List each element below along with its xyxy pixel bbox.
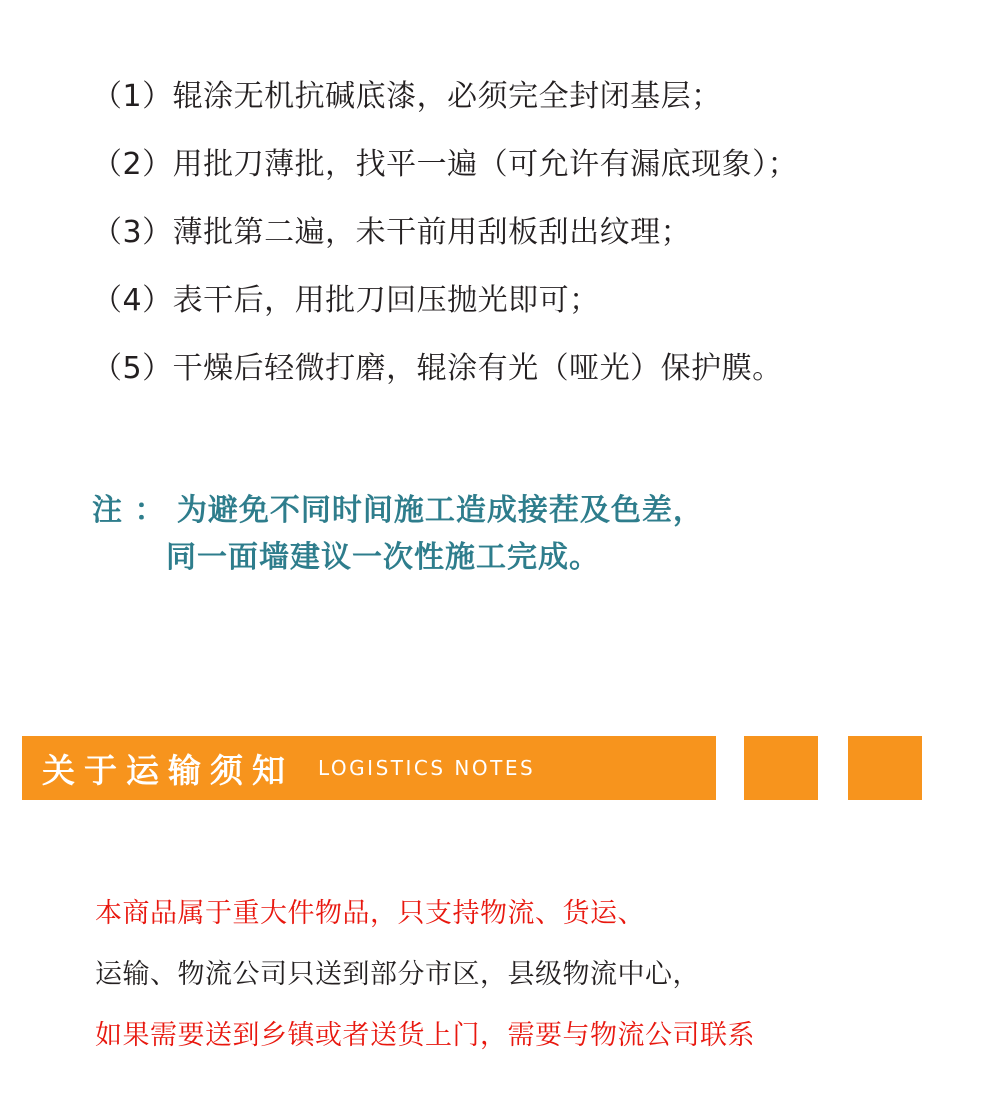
- logistics-banner: [22, 736, 968, 800]
- construction-steps-list: [92, 79, 932, 422]
- banner-main-block: [22, 736, 716, 800]
- logistics-line: 本商品属于重大件物品，只支持物流、货运、: [95, 898, 645, 929]
- banner-title-cn: 关于运输须知: [42, 750, 294, 790]
- note-line-1: 为避免不同时间施工造成接茬及色差，: [176, 493, 704, 528]
- banner-title-en: LOGISTICS NOTES: [318, 756, 536, 780]
- note-block: [92, 488, 932, 581]
- banner-accent-block-2: [744, 736, 818, 800]
- logistics-line: 如果需要送到乡镇或者送货上门，需要与物流公司联系: [95, 1020, 755, 1051]
- logistics-line: 运输、物流公司只送到部分市区，县级物流中心，: [95, 959, 700, 990]
- note-first-line: [92, 488, 932, 535]
- banner-accent-block-3: [848, 736, 922, 800]
- list-item: （4）表干后，用批刀回压抛光即可；: [92, 283, 600, 318]
- list-item: （2）用批刀薄批，找平一遍（可允许有漏底现象）；: [92, 147, 799, 182]
- list-item: （1）辊涂无机抗碱底漆，必须完全封闭基层；: [92, 79, 722, 114]
- list-item: （5）干燥后轻微打磨，辊涂有光（哑光）保护膜。: [92, 351, 783, 386]
- note-line-2: 同一面墙建议一次性施工完成。: [166, 539, 600, 575]
- list-item: （3）薄批第二遍，未干前用刮板刮出纹理；: [92, 215, 692, 250]
- note-label: 注 ：: [92, 493, 166, 528]
- logistics-notes-text: [95, 900, 955, 1083]
